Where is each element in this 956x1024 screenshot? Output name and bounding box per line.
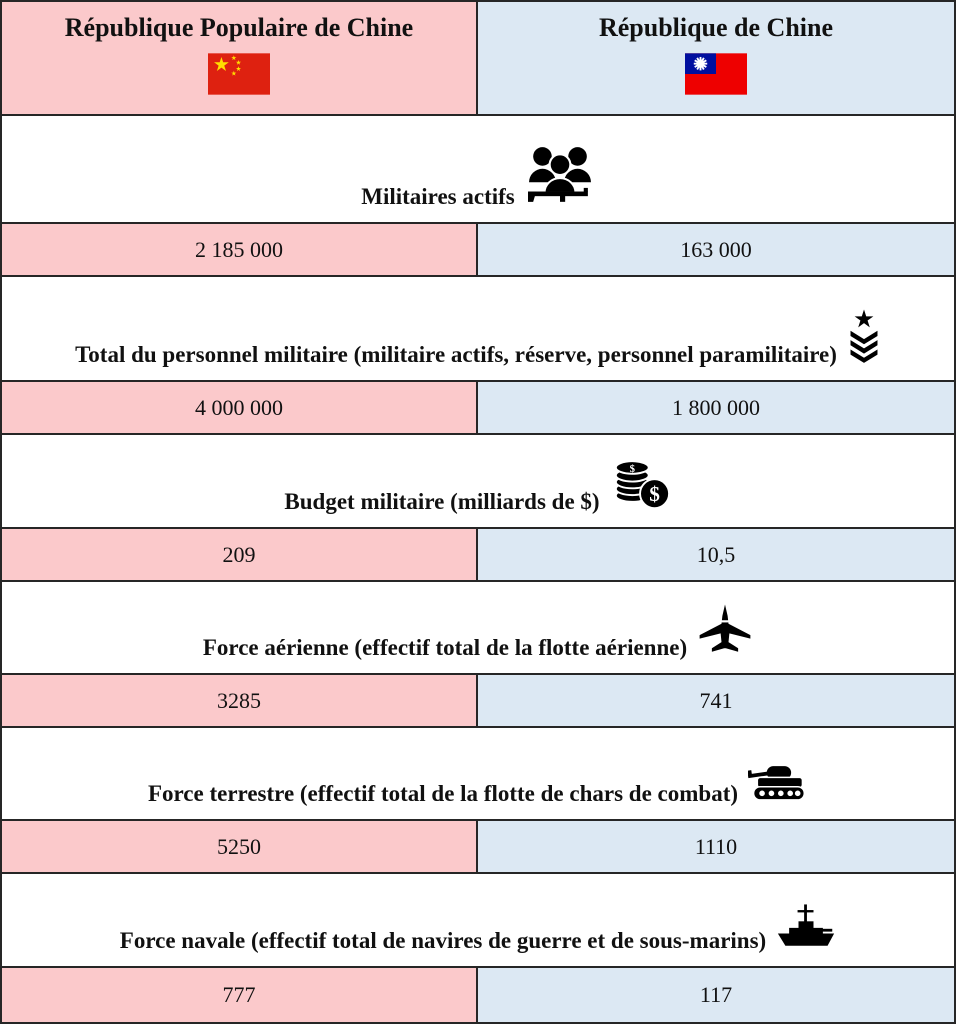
metric-label: Militaires actifs bbox=[361, 183, 515, 209]
label-row-total-personnel bbox=[2, 275, 954, 380]
value-prc: 5250 bbox=[2, 821, 478, 872]
data-row-budget bbox=[2, 527, 954, 580]
header-row bbox=[2, 2, 954, 114]
value-prc: 777 bbox=[2, 968, 478, 1022]
data-row-total-personnel bbox=[2, 380, 954, 433]
value-prc: 3285 bbox=[2, 675, 478, 726]
value-roc: 163 000 bbox=[478, 224, 954, 275]
rank-insignia-icon bbox=[847, 309, 881, 365]
value-prc: 2 185 000 bbox=[2, 224, 478, 275]
coins-icon bbox=[610, 454, 672, 512]
data-row-militaires-actifs bbox=[2, 222, 954, 275]
fighter-jet-icon bbox=[697, 600, 753, 658]
svg-text:$: $ bbox=[648, 481, 660, 506]
data-row-force-navale bbox=[2, 966, 954, 1022]
data-row-force-terrestre bbox=[2, 819, 954, 872]
value-roc: 1110 bbox=[478, 821, 954, 872]
metric-label: Force terrestre (effectif total de la flotte de chars de combat) bbox=[147, 780, 739, 806]
label-row-force-terrestre bbox=[2, 726, 954, 819]
tank-icon bbox=[748, 762, 808, 804]
country-title-roc: République de Chine bbox=[598, 13, 834, 42]
metric-label: Budget militaire (milliards de $) bbox=[284, 488, 600, 514]
soldiers-icon bbox=[525, 143, 595, 207]
label-row-militaires-actifs bbox=[2, 114, 954, 222]
value-roc: 741 bbox=[478, 675, 954, 726]
metric-label: Force navale (effectif total de navires de guerre et de sous-marins) bbox=[119, 927, 767, 953]
value-roc: 117 bbox=[478, 968, 954, 1022]
header-cell-prc bbox=[2, 2, 478, 114]
header-cell-roc bbox=[478, 2, 954, 114]
value-prc: 209 bbox=[2, 529, 478, 580]
value-roc: 1 800 000 bbox=[478, 382, 954, 433]
label-row-force-aerienne bbox=[2, 580, 954, 673]
metric-label: Force aérienne (effectif total de la flotte aérienne) bbox=[202, 634, 688, 660]
metric-label: Total du personnel militaire (militaire actifs, réserve, personnel paramilitaire) bbox=[75, 341, 837, 367]
value-roc: 10,5 bbox=[478, 529, 954, 580]
value-prc: 4 000 000 bbox=[2, 382, 478, 433]
svg-text:$: $ bbox=[629, 463, 635, 475]
taiwan-flag bbox=[685, 52, 747, 96]
warship-icon bbox=[776, 901, 836, 951]
china-flag bbox=[208, 52, 270, 96]
country-title-prc: République Populaire de Chine bbox=[64, 13, 414, 42]
label-row-budget bbox=[2, 433, 954, 527]
label-row-force-navale bbox=[2, 872, 954, 966]
data-row-force-aerienne bbox=[2, 673, 954, 726]
